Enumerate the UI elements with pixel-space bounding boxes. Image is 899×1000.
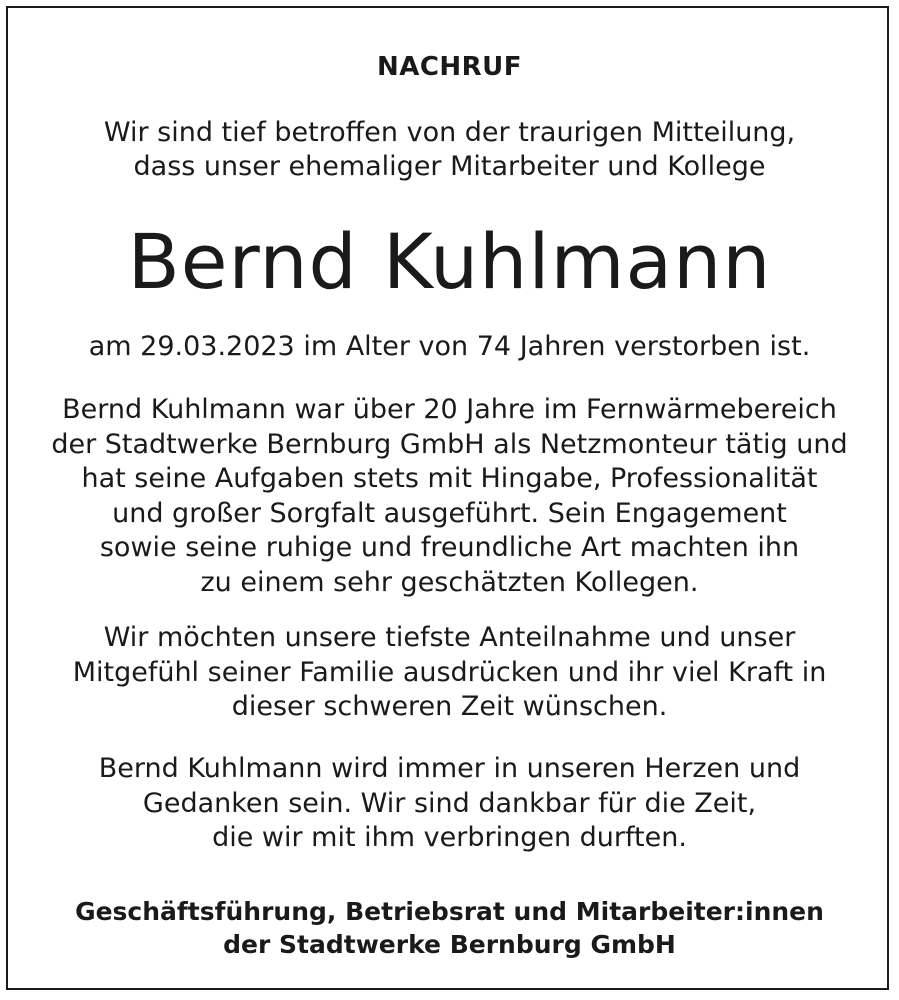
paragraph-line: zu einem sehr geschätzten Kollegen. [200,566,699,598]
paragraph-line: Bernd Kuhlmann war über 20 Jahre im Fernwärmebereich [62,394,837,425]
paragraph-line: Mitgefühl seiner Familie ausdrücken und ihr viel Kraft in [72,656,827,688]
death-date-line: am 29.03.2023 im Alter von 74 Jahren verstorben ist. [88,331,811,362]
paragraph-line: die wir mit ihm verbringen durften. [212,822,687,853]
paragraph-line: sowie seine ruhige und freundliche Art machten ihn [99,532,800,563]
paragraph-line: Wir möchten unsere tiefste Anteilnahme und unser [103,622,796,653]
paragraph-line: dieser schweren Zeit wünschen. [231,691,668,722]
condolence-paragraph [0,621,899,725]
remembrance-paragraph [0,752,899,856]
signature-block [0,895,899,961]
obituary-heading: NACHRUF [376,52,523,82]
intro-line: dass unser ehemaliger Mitarbeiter und Kollege [133,151,766,182]
paragraph-line: Bernd Kuhlmann wird immer in unseren Herzen und [98,753,801,784]
paragraph-line: und großer Sorgfalt ausgeführt. Sein Engagement [112,497,787,529]
signature-line: der Stadtwerke Bernburg GmbH [223,930,676,959]
paragraph-line: hat seine Aufgaben stets mit Hingabe, Professionalität [81,463,818,494]
paragraph-line: Gedanken sein. Wir sind dankbar für die Zeit, [142,787,757,819]
intro-line: Wir sind tief betroffen von der traurigen Mitteilung, [103,117,796,148]
intro-text [0,116,899,184]
career-paragraph [0,393,899,600]
signature-line: Geschäftsführung, Betriebsrat und Mitarbeiter:innen [75,897,824,926]
deceased-name: Bernd Kuhlmann [127,217,772,306]
paragraph-line: der Stadtwerke Bernburg GmbH als Netzmonteur tätig und [51,428,848,460]
